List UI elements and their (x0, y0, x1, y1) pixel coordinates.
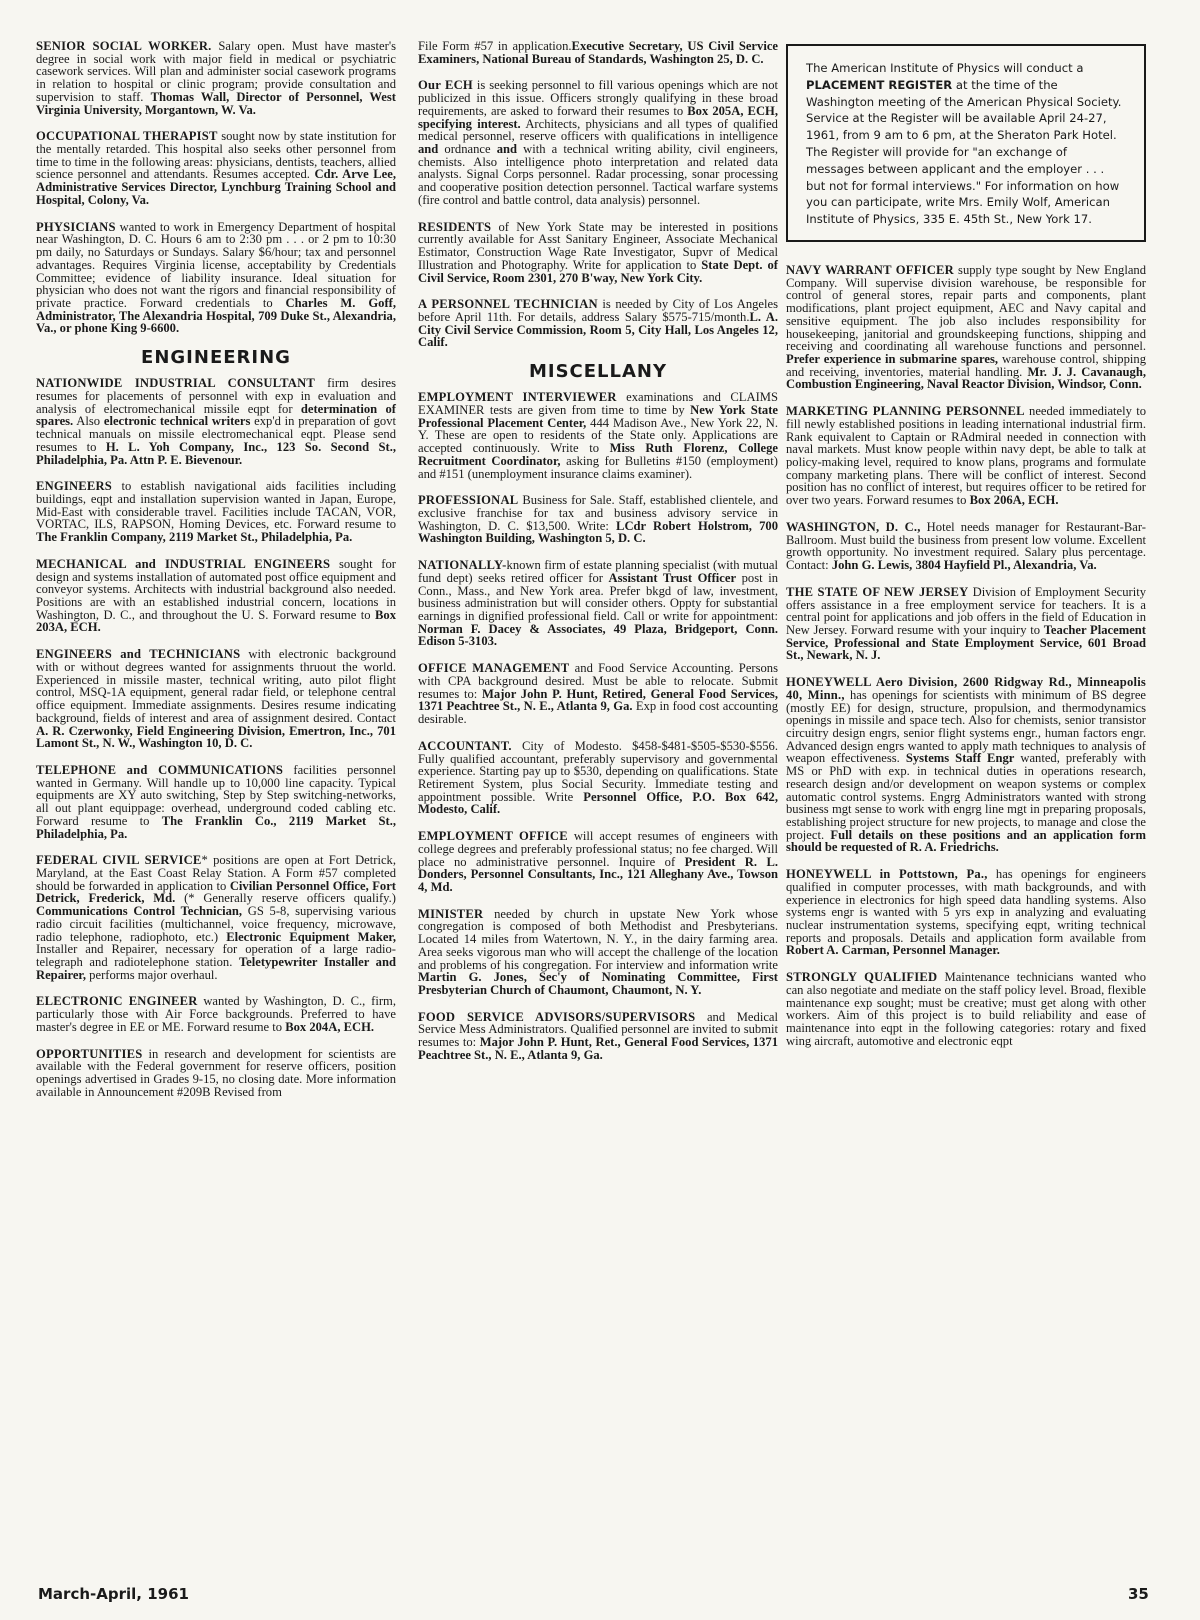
ad-contact: Major John P. Hunt, Ret., General Food Services, 1371 Peachtree St., N. E., Atlanta 9, Ga. (418, 1035, 778, 1062)
ad-lead: MECHANICAL and INDUSTRIAL ENGINEERS (36, 556, 331, 571)
ad-lead: HONEYWELL in Pottstown, Pa., (786, 867, 988, 882)
classified-ad (418, 908, 778, 997)
ad-lead: NAVY WARRANT OFFICER (786, 262, 954, 277)
ad-contact: Personnel Office, P.O. Box 642, Modesto, Calif. (418, 789, 778, 817)
ad-mid: Systems Staff Engr (905, 751, 1015, 766)
ad-mid: determination of spares. (36, 401, 396, 429)
classified-ad (36, 480, 396, 544)
section-heading-miscellany: MISCELLANY (528, 361, 668, 383)
ad-body: facilities personnel wanted in Germany. Will handle up to 10,000 line capacity. Typical equipments are XY auto switching, Step by Step switching-networks, all out plant equippage: overhead, underground coded cabling etc. Forward resume to (36, 762, 396, 828)
ad-mid3: and (496, 142, 518, 157)
ad-body: Salary open. Must have master's degree in social work with major field in medical or psychiatric casework services. Will plan and administer social casework programs in relation to hospital or clinic program; provide consultation and supervision to staff. (36, 39, 397, 104)
ad-body: has openings for engineers qualified in computer processes, with math backgrounds, and with experience in electronics for high speed data handling systems. Also systems engr is wanted with 5 yrs exp in analyzing and evaluating nuclear instrumentation systems, specifying eqpt, writing technical reports and proposals. Details and application form available from (786, 867, 1146, 945)
ad-lead: ENGINEERS and TECHNICIANS (36, 647, 241, 662)
ad-lead: MINISTER (418, 906, 484, 921)
ad-contact: H. L. Yoh Company, Inc., 123 So. Second St., Philadelphia, Pa. Attn P. E. Bievenour. (36, 439, 396, 467)
classified-ad (418, 559, 778, 648)
ad-contact: Thomas Wall, Director of Personnel, West Virginia University, Morgantown, W. Va. (36, 89, 396, 117)
classified-ad (36, 764, 396, 840)
classified-ad (786, 521, 1146, 572)
notice-text-after: at the time of the Washington meeting of the American Physical Society. Service at the Register will be available April 24-27, 1961, from 9 am to 6 pm, at the Sheraton Park Hotel. The Register will provide for "an exchange of messages between applicant and the employer . . . but not for formal interviews." For information on how you can participate, write Mrs. Emily Wolf, American Institute of Physics, 335 E. 45th St., New York 17. (806, 77, 1122, 227)
classified-ad (418, 40, 778, 65)
ad-body: File Form #57 in application. (418, 39, 572, 53)
ad-body: in research and development for scientists are available with the Federal government for reserve officers, position openings advertised in Grades 9-15, no closing date. More information available in Announcement #209B Revised from (36, 1046, 396, 1099)
ad-mid2: Communications Control Technician, (36, 904, 243, 919)
ad-body: of New York State may be interested in positions currently available for Asst Sanitary Engineer, Associate Mechanical Estimator, Construction Wage Rate Investigator, Supvr of Medical Illustration and Photography. Write for application to (418, 219, 778, 272)
ad-body: to establish navigational aids facilities including buildings, eqpt and installation supervision wanted in Japan, Europe, Mid-East with considerable travel. Facilities include TACAN, VOR, VORTAC, ILS, RAPSON, Homing Devices, etc. Forward resume to (36, 479, 396, 532)
ad-lead: TELEPHONE and COMMUNICATIONS (36, 762, 284, 777)
ad-body4: Installer and Repairer, necessary for operation of a large radio-telegraph and radiotelephone station. (36, 942, 396, 970)
ad-body: needed by church in upstate New York whose congregation is composed of both Methodist and Presbyterians. Located 14 miles from Watertown, N. Y., in the dairy farming area. Area seeks vigorous man who will accept the challenge of the location and problems of his congregation. For interview and information write (418, 906, 778, 972)
ad-body2: Also (73, 414, 104, 429)
classified-ad (418, 494, 778, 545)
classified-ad (786, 868, 1146, 957)
ad-body3: exp'd in preparation of govt technical manuals on missile electromechanical eqpt. Please send resumes to (36, 414, 397, 454)
ad-body2: warehouse control, shipping and receiving, inventories, material handling. (786, 352, 1146, 379)
section-heading-engineering: ENGINEERING (141, 347, 291, 369)
ad-body: Maintenance technicians wanted who can also negotiate and mediate on the staff policy level. Broad, flexible maintenance exp sought; must be creative; must get along with other workers. Aim of this project is to build reliability and ease of maintenance into eqpt in the following categories: rotary and fixed wing aircraft, automotive and electronic eqpt (786, 970, 1146, 1048)
ad-lead: A PERSONNEL TECHNICIAN (418, 297, 598, 312)
classified-ad (36, 854, 396, 981)
ad-lead: NATIONWIDE INDUSTRIAL CONSULTANT (36, 376, 315, 391)
notice-text-bold: PLACEMENT REGISTER (806, 77, 953, 92)
ad-lead: FEDERAL CIVIL SERVICE (36, 853, 202, 868)
ad-lead: OFFICE MANAGEMENT (418, 661, 570, 676)
classified-ad (418, 391, 778, 480)
ad-contact: State Dept. of Civil Service, Room 2301, 270 B'way, New York City. (418, 257, 778, 285)
ad-contact: Mr. J. J. Cavanaugh, Combustion Engineering, Naval Reactor Division, Windsor, Conn. (786, 364, 1147, 392)
ad-contact: Box 206A, ECH. (969, 493, 1059, 508)
ad-body: Hotel needs manager for Restaurant-Bar-Ballroom. Must build the business from present low volume. Excellent growth opportunity. No investment required. Salary plus percentage. Contact: (786, 519, 1146, 573)
ad-contact: The Franklin Company, 2119 Market St., Philadelphia, Pa. (36, 530, 353, 545)
classified-ad (786, 586, 1146, 662)
ad-contact: A. R. Czerwonky, Field Engineering Division, Emertron, Inc., 701 Lamont St., N. W., Washington 10, D. C. (36, 723, 396, 751)
ad-body2: Exp in food cost accounting desirable. (418, 699, 778, 727)
ad-mid: Civilian Personnel Office, Fort Detrick, Frederick, Md. (36, 878, 396, 906)
ad-body: known firm of estate planning specialist (with mutual fund dept) seeks retired officer for (418, 558, 778, 585)
ad-lead: RESIDENTS (418, 219, 492, 234)
ad-body: City of Modesto. $458-$481-$505-$530-$556. Fully qualified accountant, preferably supervisory and governmental experience. Starting pay up to $530, depending on qualifications. State Retirement System, plus Social Security. Immediate testing and appointment possible. Write (418, 738, 778, 804)
ad-body: Business for Sale. Staff, established clientele, and exclusive franchise for tax and business advisory service in Washington, D. C. $13,500. Write: (418, 493, 778, 533)
ad-body: will accept resumes of engineers with college degrees and preferably professional status; no fee charged. Will place no administrative personnel. Inquire of (418, 829, 778, 869)
ad-lead: HONEYWELL Aero Division, 2600 Ridgway Rd., Minneapolis 40, Minn., (786, 675, 1146, 702)
ad-body3: ordnance (438, 142, 497, 157)
column-right (786, 40, 1146, 1062)
ad-body: and Medical Service Mess Administrators. Qualified personnel are invited to submit resumes to: (418, 1009, 778, 1050)
ad-lead: ACCOUNTANT. (418, 738, 512, 753)
ad-body: wanted to work in Emergency Department of hospital near Washington, D. C. Hours 6 am to 2:30 pm . . . or 2 pm to 10:30 pm daily, no Saturdays or Sundays. Salary $6/hour; tax and personnel advantages. Requires Virginia license, acceptability by Credentials Committee; evidence of liability insurance. Ideal situation for physician who does not want the rigors and financial responsibility of private practice. Forward credentials to (36, 219, 396, 310)
classified-ad (36, 377, 396, 466)
ad-body: wanted by Washington, D. C., firm, particularly those with Air Force backgrounds. Preferred to have master's degree in EE or ME. Forward resume to (36, 994, 396, 1034)
ad-body: is seeking personnel to fill various openings which are not publicized in this issue. Officers strongly qualifying in these broad requirements, are asked to forward their resumes to (418, 78, 778, 118)
classified-ad (36, 558, 396, 634)
ad-body5: performs major overhaul. (86, 967, 218, 982)
ad-lead: Our ECH (418, 78, 473, 93)
ad-mid2: Miss Ruth Florenz, College Recruitment Coordinator, (418, 441, 778, 468)
ad-contact: L. A. City Civil Service Commission, Room 5, City Hall, Los Angeles 12, Calif. (418, 309, 778, 350)
classified-ad (418, 298, 778, 349)
classified-ad (786, 971, 1146, 1047)
ad-lead: PROFESSIONAL (418, 493, 519, 508)
ad-body: sought for design and systems installation of automated post office equipment and conveyor systems. Architects with industrial background also needed. Positions are with an established industrial concern, locations in Washington, D. C., and throughout the U. S. Forward resume to (36, 556, 396, 622)
ad-body: Division of Employment Security offers assistance in a free employment service for teachers. It is a central point for applications and job offers in the field of Education in New Jersey. Forward resume with your inquiry to (786, 584, 1147, 637)
ad-lead: MARKETING PLANNING PERSONNEL (786, 404, 1025, 419)
ad-body: is needed by City of Los Angeles before April 11th. For details, address (418, 297, 778, 324)
classified-ad (36, 648, 396, 750)
notice-text-before: The American Institute of Physics will conduct a (806, 61, 1084, 75)
ad-body: firm desires resumes for placements of personnel with exp in evaluation and analysis of electromechanical missile eqpt for (36, 376, 397, 416)
ad-contact: Box 203A, ECH. (36, 607, 396, 635)
classified-ad (418, 740, 778, 816)
classified-ad (786, 264, 1146, 391)
classified-ad (418, 1011, 778, 1062)
ad-body2: Architects, physicians and all types of qualified medical personnel, reserve officers with qualifications in intelligence (418, 116, 778, 144)
classified-ad (418, 662, 778, 726)
classified-ad (36, 221, 396, 335)
ad-body2: Salary $575-715/month. (624, 309, 750, 324)
ad-contact: Executive Secretary, US Civil Service Examiners, National Bureau of Standards, Washington 25, D. C. (418, 39, 778, 66)
ad-body4: with a technical writing ability, civil engineers, chemists. Also intelligence photo interpretation and related data analysts. Signal Corps personnel. Radar processing, sonar processing and cooperative position detection personnel. Tactical warfare systems (fire control and battle control, data analysis) personnel. (418, 142, 778, 207)
ad-contact: Charles M. Goff, Administrator, The Alexandria Hospital, 709 Duke St., Alexandria, Va., or phone King 9-6600. (36, 295, 396, 336)
ad-body2: post in Conn., Mass., and New York area. Prefer bkgd of law, investment, business administration but will consider others. Oppty for substantial earnings in dignified professional field. Call or write for appointment: (418, 570, 778, 624)
ad-contact: Cdr. Arve Lee, Administrative Services Director, Lynchburg Training School and Hospital, Colony, Va. (36, 167, 396, 207)
ad-body2: (* Generally reserve officers qualify.) (175, 891, 396, 906)
ad-mid: Box 205A, ECH, specifying interest. (418, 103, 778, 131)
ad-body: needed immediately to fill newly established positions in leading international industrial firm. Rank equivalent to Captain or RAdmiral needed in connection with naval markets. Must know people within navy dept, be able to talk at policy-making level, required to know plans, programs and formulate company marketing plans. There will be conflict of interest. Second position has no conflict of interest, but requires officer to be retired for over two years. Forward resumes to (786, 404, 1146, 508)
ad-lead: ELECTRONIC ENGINEER (36, 994, 198, 1009)
classified-ad (36, 130, 396, 206)
ad-mid: Major John P. Hunt, Retired, General Food Services, 1371 Peachtree St., N. E., Atlanta 9, Ga. (418, 686, 778, 714)
ad-contact: Full details on these positions and an application form should be requested of R. A. Friedrichs. (786, 827, 1147, 855)
column-middle (418, 40, 778, 1076)
ad-body: and Food Service Accounting. Persons with CPA background desired. Must be able to relocate. Submit resumes to: (418, 661, 778, 701)
classified-ad (36, 995, 396, 1033)
ad-mid: New York State Professional Placement Center, (418, 402, 778, 430)
classified-ad (36, 1048, 396, 1099)
ad-body: with electronic background with or without degrees wanted for assignments thruout the world. Experienced in missile master, technical writing, auto pilot flight control, MSQ-1A equipment, general radar field, or telephone central office equipment. Immediate assignments. Desires resume indicating background, fields of interest and area of assignment desired. Contact (36, 647, 397, 725)
ad-mid3: Electronic Equipment Maker, (226, 929, 396, 944)
ad-contact: The Franklin Co., 2119 Market St., Philadelphia, Pa. (36, 813, 397, 841)
ad-lead: FOOD SERVICE ADVISORS/SUPERVISORS (418, 1009, 696, 1024)
ad-contact: President R. L. Donders, Personnel Consultants, Inc., 121 Alleghany Ave., Towson 4, Md. (418, 854, 778, 894)
ad-mid: Prefer experience in submarine spares, (786, 352, 999, 366)
placement-register-notice (786, 44, 1146, 242)
ad-contact: John G. Lewis, 3804 Hayfield Pl., Alexandria, Va. (831, 558, 1097, 573)
ad-contact: Box 204A, ECH. (285, 1019, 375, 1034)
ad-mid4: Teletypewriter Installer and Repairer, (36, 955, 396, 982)
ad-body: sought now by state institution for the mentally retarded. This hospital also seeks other personnel from time to time in the following areas: physicians, dentists, teachers, allied science personnel and attendants. Resumes accepted. (36, 129, 397, 182)
ad-lead: ENGINEERS (36, 479, 112, 494)
ad-body3: asking for Bulletins #150 (employment) and #151 (unemployment insurance claims examiner). (418, 453, 778, 481)
ad-body: * positions are open at Fort Detrick, Maryland, at the East Coast Relay Station. A Form #57 completed should be forwarded in application to (36, 853, 396, 893)
ad-contact: Martin G. Jones, Sec'y of Nominating Committee, First Presbyterian Church of Chaumont, Chaumont, N. Y. (418, 970, 778, 998)
ad-lead: STRONGLY QUALIFIED (786, 970, 938, 985)
ad-mid2: and (418, 142, 439, 157)
ad-lead: OPPORTUNITIES (36, 1046, 143, 1061)
ad-contact: Robert A. Carman, Personnel Manager. (786, 943, 1000, 958)
classified-ad (786, 676, 1146, 854)
ad-mid: Assistant Trust Officer (608, 570, 737, 585)
ad-lead: PHYSICIANS (36, 219, 116, 234)
column-left (36, 40, 396, 1112)
classified-ad (418, 221, 778, 285)
ad-lead: EMPLOYMENT OFFICE (418, 829, 568, 844)
ad-body2: 444 Madison Ave., New York 22, N. Y. These are open to residents of the State only. Applications are accepted continuously. Write to (418, 415, 778, 456)
ad-contact: LCdr Robert Holstrom, 700 Washington Building, Washington 5, D. C. (418, 518, 778, 546)
classified-ad (418, 830, 778, 894)
issue-date: March-April, 1961 (38, 1585, 189, 1603)
classified-ad (418, 79, 778, 206)
ad-contact: Teacher Placement Service, Professional and State Employment Service, 601 Broad St., Newark, N. J. (786, 622, 1146, 663)
ad-lead: OCCUPATIONAL THERAPIST (36, 129, 218, 144)
classified-ad (36, 40, 396, 116)
ad-body: has openings for scientists with minimum of BS degree (mostly EE) for design, structure, propulsion, and thermodynamics openings in missile and space tech. Also for chemists, senior transistor circuitry design engrs, senior flight systems engr., human factors engr. Advanced design engrs wanted to apply math techniques to analysis of weapon effectiveness. (786, 687, 1146, 766)
ad-lead: SENIOR SOCIAL WORKER. (36, 39, 212, 53)
ad-body3: GS 5-8, supervising various radio circuit facilities (multichannel, voice frequency, microwave, radio telephone, radiophoto, etc.) (36, 904, 396, 944)
ad-body: examinations and CLAIMS EXAMINER tests are given from time to time by (418, 390, 778, 417)
ad-lead: NATIONALLY- (418, 558, 507, 573)
ad-mid2: electronic technical writers (103, 414, 251, 429)
ad-body2: wanted, preferably with MS or PhD with exp. in technical duties in operations research, research design and/or development on weapon systems or complex automatic control systems. Engrg Administrators wanted with strong business mgt sense to work with engrg line mgt in preparing proposals, establishing project structure for new projects, to manage and close the project. (786, 751, 1146, 842)
ad-lead: THE STATE OF NEW JERSEY (786, 584, 969, 599)
ad-body: supply type sought by New England Company. Will supervise division warehouse, be responsible for control of general stores, repair parts and components, plant modifications, plant project equipment, AEC and Navy capital and sensitive equipment. The job also includes responsibility for housekeeping, janitorial and groundskeeping functions, shipping and receiving and coordinating all warehouse functions and personnel. (786, 262, 1147, 354)
classified-ad (786, 405, 1146, 507)
page-number: 35 (1128, 1585, 1149, 1603)
ad-lead: WASHINGTON, D. C., (786, 519, 921, 534)
ad-contact: Norman F. Dacey & Associates, 49 Plaza, Bridgeport, Conn. Edison 5-3103. (418, 621, 778, 649)
ad-lead: EMPLOYMENT INTERVIEWER (418, 390, 617, 405)
